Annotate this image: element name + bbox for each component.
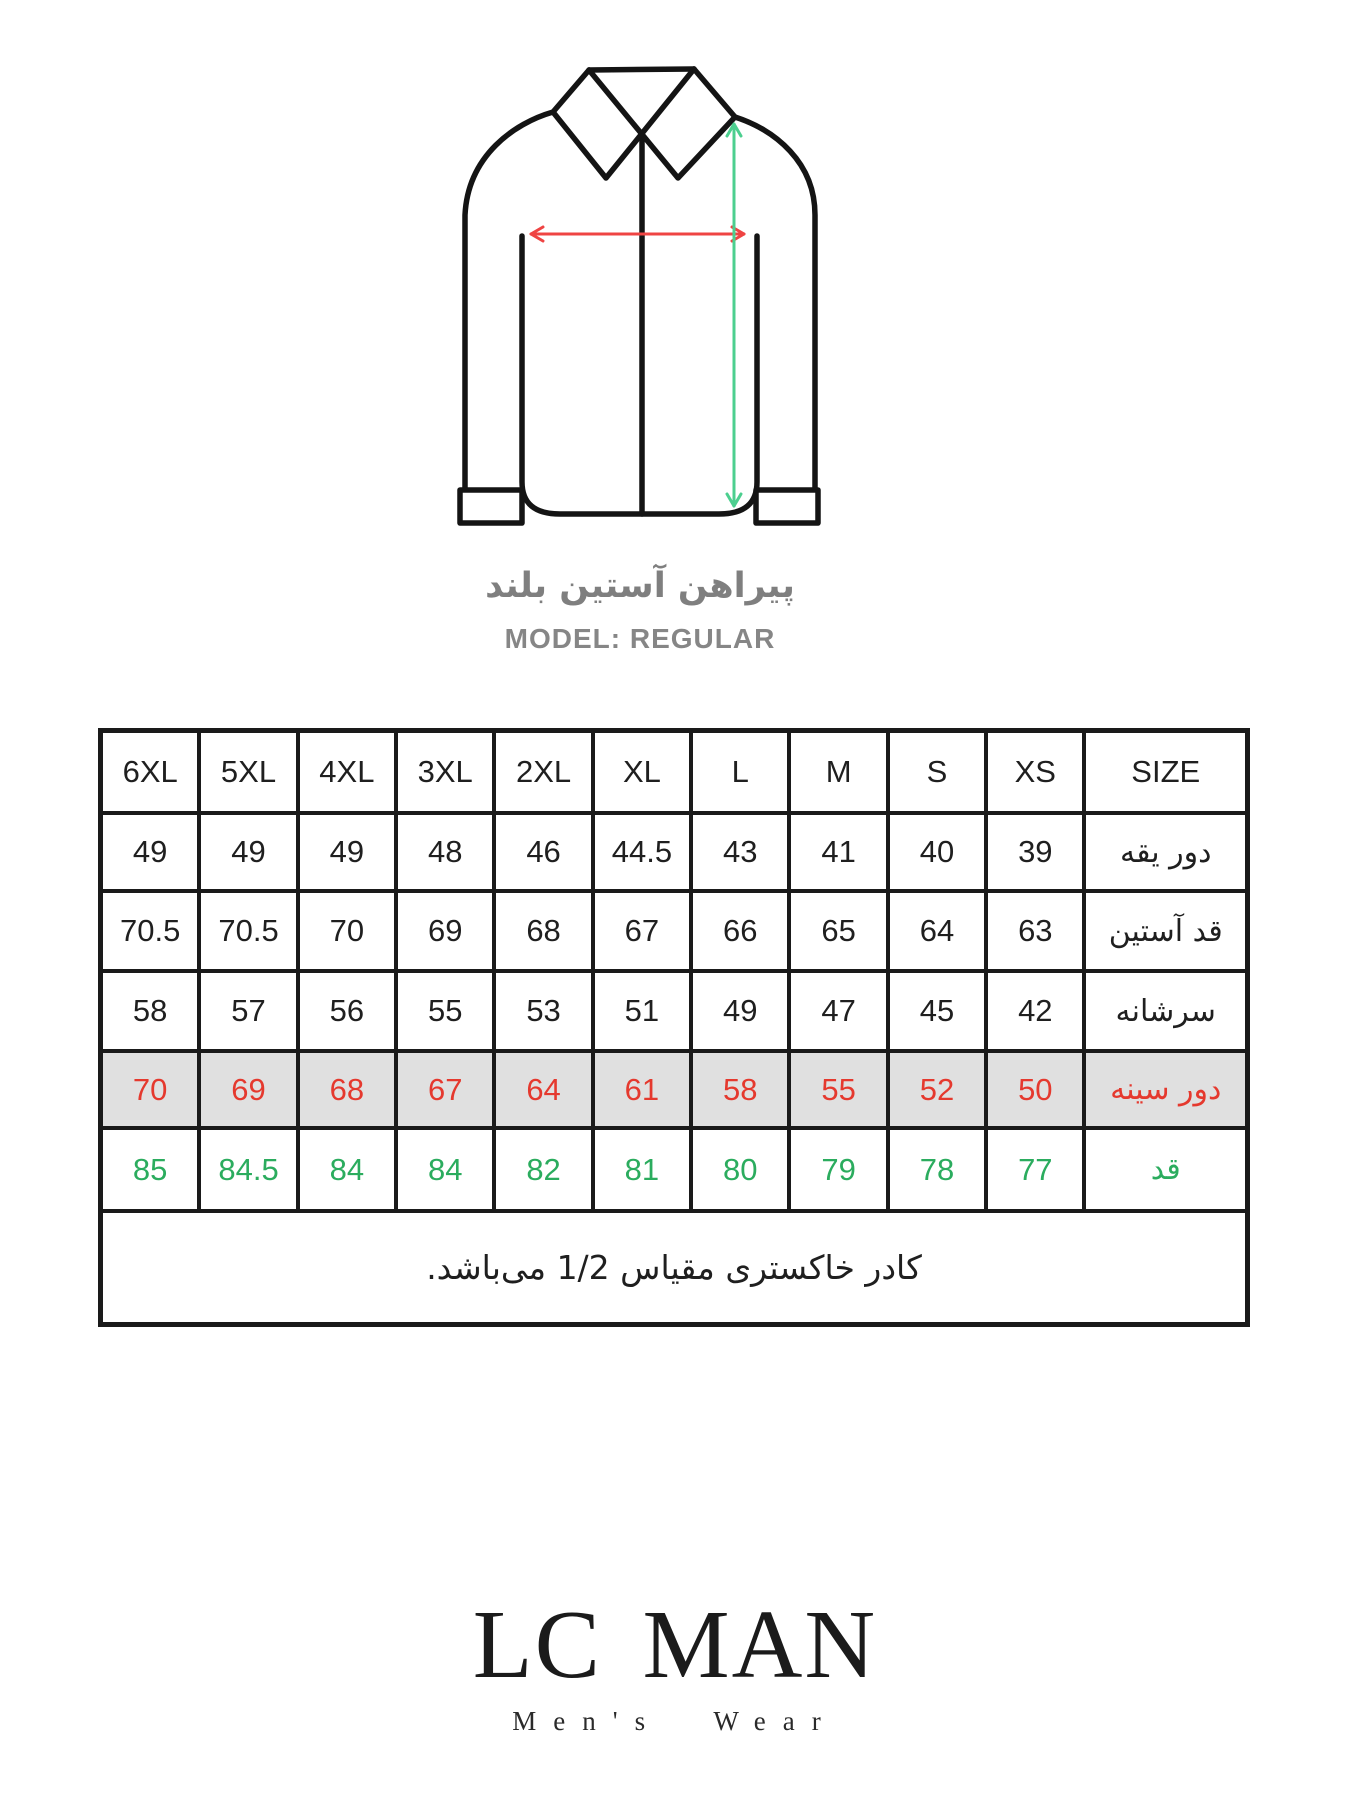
size-header-cell: 6XL xyxy=(103,733,197,811)
size-value-cell: 44.5 xyxy=(595,815,689,889)
chest-width-arrow xyxy=(531,227,744,241)
size-value-cell: 84.5 xyxy=(201,1130,295,1209)
brand-tagline: Men's Wear xyxy=(512,1706,838,1736)
brand-name: LC MAN xyxy=(472,1591,878,1699)
size-value-cell: 70.5 xyxy=(201,893,295,969)
size-value-cell: 57 xyxy=(201,973,295,1049)
size-value-cell: 50 xyxy=(988,1053,1082,1126)
left-cuff xyxy=(460,490,522,523)
size-value-cell: 53 xyxy=(496,973,590,1049)
size-value-cell: 69 xyxy=(398,893,492,969)
size-value-cell: 43 xyxy=(693,815,787,889)
size-value-cell: 58 xyxy=(693,1053,787,1126)
size-value-cell: 45 xyxy=(890,973,984,1049)
size-value-cell: 67 xyxy=(398,1053,492,1126)
size-value-cell: 49 xyxy=(693,973,787,1049)
size-value-cell: 40 xyxy=(890,815,984,889)
size-value-cell: 70.5 xyxy=(103,893,197,969)
size-value-cell: 77 xyxy=(988,1130,1082,1209)
size-value-cell: 41 xyxy=(791,815,885,889)
size-value-cell: 46 xyxy=(496,815,590,889)
size-value-cell: 65 xyxy=(791,893,885,969)
size-value-cell: 55 xyxy=(398,973,492,1049)
size-value-cell: 70 xyxy=(300,893,394,969)
size-header-cell: S xyxy=(890,733,984,811)
size-value-cell: 61 xyxy=(595,1053,689,1126)
size-value-cell: 58 xyxy=(103,973,197,1049)
size-header-cell: XL xyxy=(595,733,689,811)
model-label: MODEL: REGULAR xyxy=(504,623,776,654)
row-label-cell: دور یقه xyxy=(1086,815,1245,889)
table-note: کادر خاکستری مقیاس 1/2 می‌باشد. xyxy=(103,1213,1245,1322)
size-header-cell: 2XL xyxy=(496,733,590,811)
size-value-cell: 84 xyxy=(300,1130,394,1209)
size-value-cell: 79 xyxy=(791,1130,885,1209)
shirt-outline xyxy=(460,69,818,523)
row-label-cell: قد آستین xyxy=(1086,893,1245,969)
size-header-cell: 3XL xyxy=(398,733,492,811)
size-value-cell: 52 xyxy=(890,1053,984,1126)
row-label-cell: سرشانه xyxy=(1086,973,1245,1049)
row-label-cell: قد xyxy=(1086,1130,1245,1209)
size-value-cell: 70 xyxy=(103,1053,197,1126)
shirt-outline-svg xyxy=(430,45,850,535)
size-value-cell: 63 xyxy=(988,893,1082,969)
size-header-cell: 4XL xyxy=(300,733,394,811)
size-header-cell: XS xyxy=(988,733,1082,811)
length-arrow xyxy=(727,124,741,506)
shirt-diagram xyxy=(430,45,850,535)
size-value-cell: 55 xyxy=(791,1053,885,1126)
size-value-cell: 78 xyxy=(890,1130,984,1209)
size-value-cell: 68 xyxy=(496,893,590,969)
size-value-cell: 51 xyxy=(595,973,689,1049)
row-label-cell: دور سینه xyxy=(1086,1053,1245,1126)
garment-title-fa: پیراهن آستین بلند xyxy=(485,566,795,606)
size-value-cell: 47 xyxy=(791,973,885,1049)
brand-logo xyxy=(0,1591,1350,1737)
size-value-cell: 48 xyxy=(398,815,492,889)
size-value-cell: 56 xyxy=(300,973,394,1049)
size-value-cell: 68 xyxy=(300,1053,394,1126)
size-value-cell: 67 xyxy=(595,893,689,969)
size-value-cell: 82 xyxy=(496,1130,590,1209)
size-value-cell: 66 xyxy=(693,893,787,969)
size-value-cell: 39 xyxy=(988,815,1082,889)
right-cuff xyxy=(756,490,818,523)
size-value-cell: 81 xyxy=(595,1130,689,1209)
size-header-cell: 5XL xyxy=(201,733,295,811)
size-col-header: SIZE xyxy=(1086,733,1245,811)
size-value-cell: 64 xyxy=(890,893,984,969)
size-value-cell: 64 xyxy=(496,1053,590,1126)
size-header-cell: M xyxy=(791,733,885,811)
size-value-cell: 49 xyxy=(103,815,197,889)
size-value-cell: 85 xyxy=(103,1130,197,1209)
size-chart-table xyxy=(98,728,1250,1327)
size-value-cell: 49 xyxy=(201,815,295,889)
size-value-cell: 49 xyxy=(300,815,394,889)
size-value-cell: 84 xyxy=(398,1130,492,1209)
size-value-cell: 69 xyxy=(201,1053,295,1126)
size-value-cell: 80 xyxy=(693,1130,787,1209)
size-header-cell: L xyxy=(693,733,787,811)
size-value-cell: 42 xyxy=(988,973,1082,1049)
